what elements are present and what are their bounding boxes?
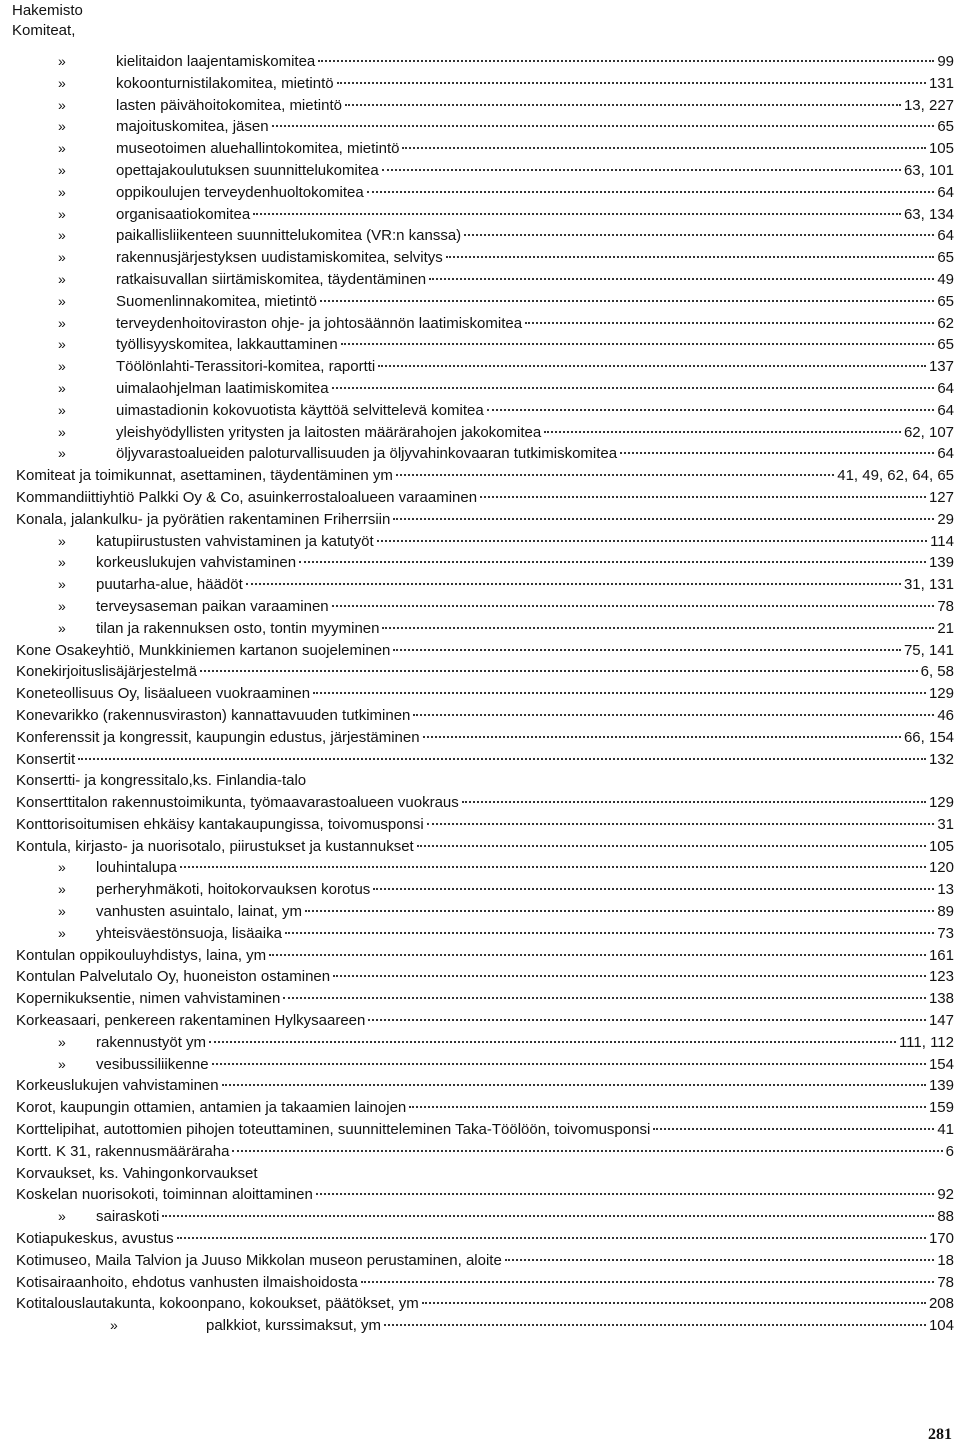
dot-leader: [427, 823, 935, 825]
entry-label: Korkeuslukujen vahvistaminen: [16, 1077, 219, 1095]
index-entry: [0, 313, 960, 335]
index-entry: [0, 1075, 960, 1097]
dot-leader: [368, 1019, 926, 1021]
dot-leader: [525, 322, 934, 324]
entry-label: kielitaidon laajentamiskomitea: [116, 53, 316, 70]
ditto-marker: »: [58, 118, 66, 135]
dot-leader: [544, 431, 901, 433]
ditto-marker: »: [58, 336, 66, 353]
index-entry: [0, 552, 960, 574]
ditto-marker: »: [58, 903, 66, 920]
entry-label: Kotisairaanhoito, ehdotus vanhusten ilmaishoidosta: [16, 1273, 358, 1291]
entry-label: Konttorisoitumisen ehkäisy kantakaupungissa, toivomusponsi: [16, 815, 424, 833]
dot-leader: [373, 888, 934, 890]
index-entry: [0, 51, 960, 73]
dot-leader: [332, 605, 935, 607]
index-entry: [0, 204, 960, 226]
entry-label: Kommandiittiyhtiö Palkki Oy & Co, asuinkerrostaloalueen varaaminen: [16, 488, 478, 506]
ditto-marker: »: [58, 140, 66, 157]
index-header: [12, 1, 83, 41]
entry-pages: 105: [928, 837, 954, 855]
dot-leader: [283, 997, 926, 999]
entry-pages: 65: [937, 292, 954, 310]
entry-pages: 137: [928, 358, 954, 376]
entry-pages: 161: [928, 946, 954, 964]
dot-leader: [382, 627, 934, 629]
dot-leader: [222, 1084, 926, 1086]
entry-label: rakennustyöt ym: [96, 1033, 207, 1051]
entry-pages: 62, 107: [903, 423, 954, 441]
dot-leader: [396, 474, 834, 476]
entry-label: Konsertit: [16, 750, 76, 768]
entry-pages: 127: [928, 488, 954, 506]
index-entry: [0, 291, 960, 313]
dot-leader: [417, 845, 926, 847]
entry-pages: 123: [928, 968, 954, 986]
index-title: Hakemisto: [12, 2, 83, 19]
ditto-marker: »: [58, 423, 66, 440]
index-entry: [0, 1119, 960, 1141]
ditto-marker: »: [58, 924, 66, 941]
ditto-marker: »: [58, 554, 66, 571]
dot-leader: [78, 758, 926, 760]
dot-leader: [382, 169, 901, 171]
entry-pages: 139: [928, 1077, 954, 1095]
entry-label: paikallisliikenteen suunnittelukomitea (VR:n kanssa): [116, 227, 462, 245]
entry-pages: 66, 154: [903, 728, 954, 746]
index-entry: [0, 422, 960, 444]
ditto-marker: »: [58, 619, 66, 636]
dot-leader: [232, 1150, 942, 1152]
index-entry: [0, 160, 960, 182]
dot-leader: [423, 736, 901, 738]
index-entry: [0, 749, 960, 771]
ditto-marker: »: [58, 205, 66, 222]
entry-pages: 64: [937, 401, 954, 419]
entry-label: Koskelan nuorisokoti, toiminnan aloittaminen: [16, 1186, 313, 1204]
ditto-marker: »: [58, 161, 66, 178]
entry-pages: 75, 141: [903, 641, 954, 659]
index-entry: [0, 770, 960, 792]
entry-label: puutarha-alue, häädöt: [96, 576, 243, 594]
entry-label: ratkaisuvallan siirtämiskomitea, täydentäminen: [116, 270, 427, 288]
entry-pages: 6, 58: [920, 663, 954, 681]
index-entry: [0, 1054, 960, 1076]
ditto-marker: »: [58, 401, 66, 418]
index-entry: [0, 378, 960, 400]
ditto-marker: »: [58, 1033, 66, 1050]
dot-leader: [272, 125, 935, 127]
entry-label: Kopernikuksentie, nimen vahvistaminen: [16, 990, 281, 1008]
entry-pages: 65: [937, 118, 954, 136]
entry-pages: 170: [928, 1230, 954, 1248]
index-entry: [0, 1293, 960, 1315]
index-entry: [0, 1097, 960, 1119]
entry-label: perheryhmäkoti, hoitokorvauksen korotus: [96, 881, 371, 899]
index-entry: [0, 1315, 960, 1337]
ditto-marker: »: [58, 881, 66, 898]
index-entry: [0, 574, 960, 596]
ditto-marker: »: [110, 1317, 118, 1334]
entry-label: sairaskoti: [96, 1208, 160, 1226]
entry-pages: 139: [928, 554, 954, 572]
index-entry: [0, 509, 960, 531]
entry-pages: 63, 134: [903, 205, 954, 223]
entry-pages: 64: [937, 227, 954, 245]
index-entry: [0, 618, 960, 640]
dot-leader: [212, 1063, 926, 1065]
entry-label: Konekirjoituslisäjärjestelmä: [16, 663, 197, 681]
entry-pages: 129: [928, 685, 954, 703]
dot-leader: [200, 670, 918, 672]
entry-pages: 120: [928, 859, 954, 877]
entry-label: Korvaukset, ks. Vahingonkorvaukset: [16, 1164, 258, 1182]
entry-pages: 147: [928, 1012, 954, 1030]
entry-pages: 132: [928, 750, 954, 768]
ditto-marker: »: [58, 53, 66, 69]
entry-pages: 159: [928, 1099, 954, 1117]
entry-pages: 13, 227: [903, 96, 954, 114]
dot-leader: [446, 256, 935, 258]
dot-leader: [269, 954, 926, 956]
index-entry: [0, 400, 960, 422]
index-entry: [0, 269, 960, 291]
index-entry: [0, 1032, 960, 1054]
entry-pages: 114: [930, 532, 954, 550]
entry-pages: 154: [928, 1055, 954, 1073]
entry-label: Komiteat ja toimikunnat, asettaminen, täydentäminen ym: [16, 467, 393, 485]
entry-pages: 29: [937, 510, 954, 528]
dot-leader: [313, 692, 926, 694]
entry-pages: 105: [928, 140, 954, 158]
dot-leader: [505, 1259, 935, 1261]
entry-pages: 129: [928, 794, 954, 812]
index-entry: [0, 465, 960, 487]
index-entry: [0, 683, 960, 705]
entry-pages: 78: [937, 597, 954, 615]
entry-pages: 99: [937, 53, 954, 70]
index-entry: [0, 792, 960, 814]
ditto-marker: »: [58, 1208, 66, 1225]
index-entry: [0, 727, 960, 749]
entry-pages: 89: [937, 903, 954, 921]
ditto-marker: »: [58, 270, 66, 287]
entry-label: Suomenlinnakomitea, mietintö: [116, 292, 317, 310]
dot-leader: [320, 300, 934, 302]
entry-label: kokoonturnistilakomitea, mietintö: [116, 74, 334, 92]
dot-leader: [393, 518, 934, 520]
index-entry: [0, 1163, 960, 1185]
index-section: Komiteat,: [12, 22, 76, 39]
index-entry: [0, 1010, 960, 1032]
entry-pages: 65: [937, 336, 954, 354]
entry-pages: 65: [937, 249, 954, 267]
entry-pages: 21: [937, 619, 954, 637]
entry-label: terveydenhoitoviraston ohje- ja johtosäännön laatimiskomitea: [116, 314, 523, 332]
entry-pages: 73: [937, 924, 954, 942]
entry-pages: 92: [937, 1186, 954, 1204]
entry-label: tilan ja rakennuksen osto, tontin myyminen: [96, 619, 380, 637]
entry-label: Konsertti- ja kongressitalo,ks. Finlandia-talo: [16, 772, 307, 790]
entry-pages: 131: [928, 74, 954, 92]
entry-pages: 13: [937, 881, 954, 899]
entry-label: katupiirustusten vahvistaminen ja katutyöt: [96, 532, 374, 550]
ditto-marker: »: [58, 532, 66, 549]
index-entry: [0, 356, 960, 378]
entry-label: vesibussiliikenne: [96, 1055, 209, 1073]
index-entry: [0, 443, 960, 465]
dot-leader: [285, 932, 934, 934]
ditto-marker: »: [58, 314, 66, 331]
index-entry: [0, 95, 960, 117]
ditto-marker: »: [58, 74, 66, 91]
dot-leader: [620, 452, 934, 454]
dot-leader: [253, 213, 901, 215]
dot-leader: [393, 649, 901, 651]
entry-label: öljyvarastoalueiden paloturvallisuuden ja öljyvahinkovaaran tutkimiskomitea: [116, 445, 618, 463]
index-entry: [0, 116, 960, 138]
page-number: 281: [928, 1426, 952, 1443]
index-entry: [0, 182, 960, 204]
entry-label: rakennusjärjestyksen uudistamiskomitea, selvitys: [116, 249, 443, 267]
index-entry: [0, 247, 960, 269]
index-entry: [0, 596, 960, 618]
entry-label: Kontulan oppikouluyhdistys, laina, ym: [16, 946, 267, 964]
entry-label: Konevarikko (rakennusviraston) kannattavuuden tutkiminen: [16, 706, 411, 724]
dot-leader: [378, 365, 926, 367]
dot-leader: [402, 147, 925, 149]
entry-label: Korttelipihat, autottomien pihojen toteuttaminen, suunnitteleminen Taka-Töölöön, toivomusponsi: [16, 1121, 651, 1139]
dot-leader: [318, 60, 934, 62]
dot-leader: [180, 866, 926, 868]
dot-leader: [413, 714, 934, 716]
index-entry: [0, 857, 960, 879]
entry-pages: 41, 49, 62, 64, 65: [837, 467, 954, 485]
entry-label: majoituskomitea, jäsen: [116, 118, 269, 136]
dot-leader: [464, 234, 934, 236]
entry-label: Kotiapukeskus, avustus: [16, 1230, 174, 1248]
dot-leader: [345, 104, 901, 106]
entry-label: vanhusten asuintalo, lainat, ym: [96, 903, 302, 921]
dot-leader: [332, 387, 935, 389]
entry-label: Kone Osakeyhtiö, Munkkiniemen kartanon suojeleminen: [16, 641, 391, 659]
entry-label: Korkeasaari, penkereen rakentaminen Hylkysaareen: [16, 1012, 366, 1030]
index-entry: [0, 1250, 960, 1272]
entry-label: Konferenssit ja kongressit, kaupungin edustus, järjestäminen: [16, 728, 420, 746]
index-entry: [0, 966, 960, 988]
entry-pages: 31, 131: [903, 576, 954, 594]
entry-pages: 64: [937, 183, 954, 201]
entry-label: terveysaseman paikan varaaminen: [96, 597, 329, 615]
dot-leader: [409, 1106, 926, 1108]
index-entry: [0, 1206, 960, 1228]
index-entry: [0, 879, 960, 901]
ditto-marker: »: [58, 358, 66, 375]
index-entry: [0, 705, 960, 727]
index-entry: [0, 1228, 960, 1250]
dot-leader: [487, 409, 935, 411]
index-entry: [0, 487, 960, 509]
dot-leader: [384, 1324, 926, 1326]
index-entry: [0, 923, 960, 945]
entry-pages: 62: [937, 314, 954, 332]
dot-leader: [429, 278, 934, 280]
index-list: [0, 51, 960, 1337]
entry-label: uimastadionin kokovuotista käyttöä selvittelevä komitea: [116, 401, 484, 419]
entry-label: Kontulan Palvelutalo Oy, huoneiston ostaminen: [16, 968, 331, 986]
entry-label: museotoimen aluehallintokomitea, mietintö: [116, 140, 400, 158]
dot-leader: [367, 191, 935, 193]
ditto-marker: »: [58, 445, 66, 462]
dot-leader: [316, 1193, 934, 1195]
ditto-marker: »: [58, 292, 66, 309]
dot-leader: [341, 343, 935, 345]
entry-pages: 138: [928, 990, 954, 1008]
entry-pages: 64: [937, 379, 954, 397]
index-entry: [0, 73, 960, 95]
entry-label: Korot, kaupungin ottamien, antamien ja takaamien lainojen: [16, 1099, 407, 1117]
ditto-marker: »: [58, 249, 66, 266]
dot-leader: [653, 1128, 934, 1130]
dot-leader: [299, 561, 926, 563]
entry-label: palkkiot, kurssimaksut, ym: [206, 1317, 382, 1335]
entry-pages: 111, 112: [898, 1033, 954, 1051]
dot-leader: [246, 583, 901, 585]
entry-label: Kontula, kirjasto- ja nuorisotalo, piirustukset ja kustannukset: [16, 837, 414, 855]
dot-leader: [462, 801, 926, 803]
entry-pages: 88: [937, 1208, 954, 1226]
index-entry: [0, 814, 960, 836]
index-entry: [0, 945, 960, 967]
dot-leader: [305, 910, 934, 912]
entry-label: Koneteollisuus Oy, lisäalueen vuokraaminen: [16, 685, 311, 703]
index-entry: [0, 640, 960, 662]
ditto-marker: »: [58, 227, 66, 244]
entry-pages: 63, 101: [903, 161, 954, 179]
ditto-marker: »: [58, 859, 66, 876]
entry-pages: 46: [937, 706, 954, 724]
index-entry: [0, 661, 960, 683]
dot-leader: [480, 496, 926, 498]
entry-pages: 31: [937, 815, 954, 833]
entry-label: Kotitalouslautakunta, kokoonpano, kokoukset, päätökset, ym: [16, 1295, 419, 1313]
dot-leader: [209, 1041, 896, 1043]
entry-label: työllisyyskomitea, lakkauttaminen: [116, 336, 338, 354]
entry-label: Konala, jalankulku- ja pyörätien rakentaminen Friherrsiin: [16, 510, 391, 528]
entry-pages: 6: [945, 1142, 954, 1160]
entry-pages: 41: [937, 1121, 954, 1139]
index-entry: [0, 138, 960, 160]
index-entry: [0, 901, 960, 923]
dot-leader: [333, 975, 926, 977]
entry-pages: 104: [928, 1317, 954, 1335]
ditto-marker: »: [58, 597, 66, 614]
entry-pages: 78: [937, 1273, 954, 1291]
dot-leader: [361, 1281, 934, 1283]
index-entry: [0, 531, 960, 553]
index-entry: [0, 1141, 960, 1163]
entry-label: yhteisväestönsuoja, lisäaika: [96, 924, 282, 942]
entry-label: yleishyödyllisten yritysten ja laitosten määrärahojen jakokomitea: [116, 423, 542, 441]
entry-pages: 18: [937, 1251, 954, 1269]
entry-label: korkeuslukujen vahvistaminen: [96, 554, 297, 572]
ditto-marker: »: [58, 183, 66, 200]
ditto-marker: »: [58, 1055, 66, 1072]
entry-label: uimalaohjelman laatimiskomitea: [116, 379, 329, 397]
index-entry: [0, 334, 960, 356]
index-entry: [0, 988, 960, 1010]
index-entry: [0, 1184, 960, 1206]
entry-label: louhintalupa: [96, 859, 177, 877]
entry-pages: 208: [928, 1295, 954, 1313]
entry-label: organisaatiokomitea: [116, 205, 251, 223]
dot-leader: [337, 82, 926, 84]
entry-pages: 49: [937, 270, 954, 288]
entry-label: Kortt. K 31, rakennusmääräraha: [16, 1142, 230, 1160]
dot-leader: [422, 1302, 926, 1304]
ditto-marker: »: [58, 96, 66, 113]
dot-leader: [177, 1237, 926, 1239]
entry-label: lasten päivähoitokomitea, mietintö: [116, 96, 342, 114]
entry-label: Töölönlahti-Terassitori-komitea, raportti: [116, 358, 376, 376]
entry-label: Kotimuseo, Maila Talvion ja Juuso Mikkolan museon perustaminen, aloite: [16, 1251, 502, 1269]
entry-label: oppikoulujen terveydenhuoltokomitea: [116, 183, 364, 201]
ditto-marker: »: [58, 576, 66, 593]
index-entry: [0, 1272, 960, 1294]
index-entry: [0, 836, 960, 858]
entry-label: Konserttitalon rakennustoimikunta, työmaavarastoalueen vuokraus: [16, 794, 459, 812]
ditto-marker: »: [58, 379, 66, 396]
entry-label: opettajakoulutuksen suunnittelukomitea: [116, 161, 379, 179]
index-entry: [0, 225, 960, 247]
dot-leader: [162, 1215, 934, 1217]
dot-leader: [377, 540, 927, 542]
entry-pages: 64: [937, 445, 954, 463]
